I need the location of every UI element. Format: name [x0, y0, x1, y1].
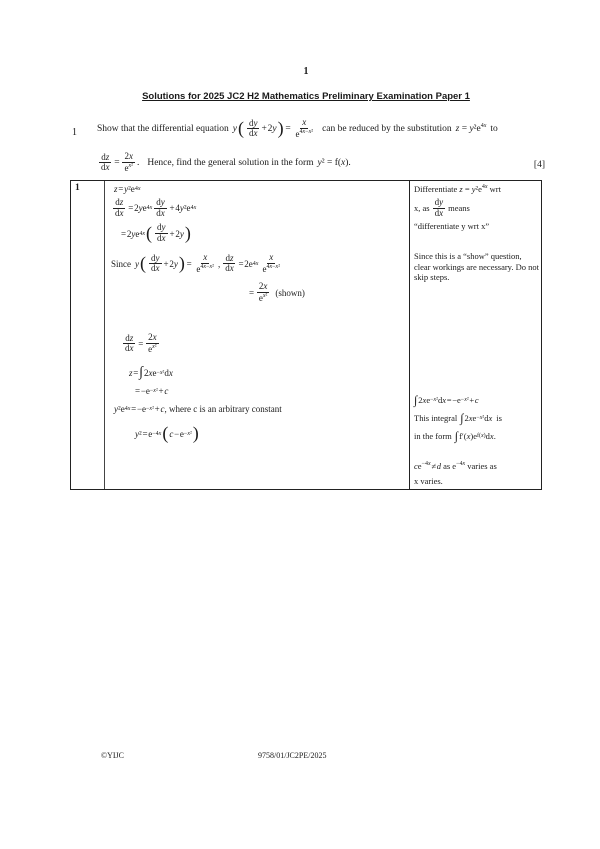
- comment-differentiate: Differentiate $z = y^2e^{4x}$ wrt: [414, 184, 501, 194]
- question-text-b: can be reduced by the substitution: [322, 123, 452, 134]
- working-line-sub: z = y ²e 4x: [114, 184, 141, 194]
- comment-differentiate-text: Differentiate: [414, 184, 458, 194]
- working-line-since: Since y ( $\frac{dy}{dx}$ + 2 y ) = $\frac{x}{e^{4x-x^2}}$ , $\frac{dz}{dx}$ = 2e 4x $\frac{x}{e^{4x-x^2}}$: [111, 252, 281, 274]
- working-line-integral: z = ∫ 2 x e −x² d x: [129, 365, 173, 380]
- comment-integral-form-b: in the form ∫ f′( x )e f(x) d x .: [414, 429, 496, 443]
- comment-in-the-form-text: in the form: [414, 431, 452, 442]
- comment-as-text: x, as: [414, 203, 430, 214]
- footer-copyright: ©YIJC: [101, 751, 124, 760]
- general-form-expression: y² = f(x).: [317, 157, 351, 168]
- comment-this-integral-text: This integral: [414, 413, 458, 424]
- shown-label: (shown): [275, 287, 305, 298]
- solution-row-number: 1: [75, 183, 80, 193]
- working-line-result: = −e −x² + c: [135, 386, 169, 396]
- document-title: Solutions for 2025 JC2 H2 Mathematics Preliminary Examination Paper 1: [142, 91, 470, 102]
- question-line-1: [97, 118, 557, 140]
- footer-paper-code: 9758/01/JC2PE/2025: [258, 751, 327, 760]
- target-equation: $\frac{dz}{dx}$ = $\frac{2x}{e^{x^2}}$ .: [101, 151, 140, 173]
- working-line-dzdx: $\frac{dz}{dx}$ = $\frac{2x}{e^{x^2}}$: [125, 332, 157, 354]
- since-label: Since: [111, 258, 131, 269]
- question-text-c: to: [490, 123, 498, 134]
- working-line-derivative: $\frac{dz}{dx}$ = 2 y e 4x $\frac{dy}{dx}$ + 4 y ²e 4x: [115, 197, 197, 218]
- comment-is-text: is: [496, 413, 502, 424]
- working-line-shown: = $\frac{2x}{e^{x^2}}$ (shown): [249, 281, 305, 303]
- page-number: 1: [303, 66, 309, 77]
- comment-means-text: means: [448, 203, 470, 214]
- comment-integral-form-a: This integral ∫ 2 x e −x² d x is: [414, 411, 502, 425]
- working-column: [109, 181, 405, 489]
- comment-wrt-text: wrt: [489, 184, 501, 194]
- question-line-2: [97, 152, 545, 174]
- constant-note: , where c is an arbitrary constant: [164, 404, 282, 414]
- working-line-constant: y ²e 4x = −e −x² + c , where c is an arbitrary constant: [114, 404, 282, 414]
- question-number: 1: [72, 127, 77, 138]
- comment-varies-text: varies as: [467, 461, 497, 471]
- comment-wrt-x: “differentiate y wrt x”: [414, 221, 490, 231]
- solution-table: [70, 180, 542, 490]
- de-expression: y ( $\frac{dy}{dx}$ + 2 y ) = $\frac{x}{e^{4x-x^2}}$: [232, 117, 314, 139]
- column-divider-right: [409, 181, 410, 489]
- working-line-factor: = 2 y e 4x ( $\frac{dy}{dx}$ + 2 y ): [121, 222, 191, 243]
- question-text-d: Hence, find the general solution in the form: [147, 157, 314, 168]
- comment-x-varies: x varies.: [414, 476, 443, 486]
- question-text-a: Show that the differential equation: [97, 123, 229, 134]
- comments-column: [414, 181, 540, 489]
- comment-integral-result: ∫ 2 x e −x² d x = −e −x² + c: [414, 393, 479, 407]
- substitution-expression: $z = y^2e^{4x}$: [455, 123, 487, 135]
- column-divider-left: [104, 181, 105, 489]
- comment-means: x, as $\frac{dy}{dx}$ means: [414, 197, 470, 218]
- working-line-final: y ² = e −4x ( c − e −x² ): [135, 423, 199, 443]
- comment-show-question: Since this is a “show” question, clear workings are necessary. Do not skip steps.: [414, 251, 540, 283]
- question-marks: [4]: [533, 160, 545, 170]
- comment-varies: $ce^{-4x}$ ≠ d as $e^{-4x}$ varies as: [414, 461, 497, 471]
